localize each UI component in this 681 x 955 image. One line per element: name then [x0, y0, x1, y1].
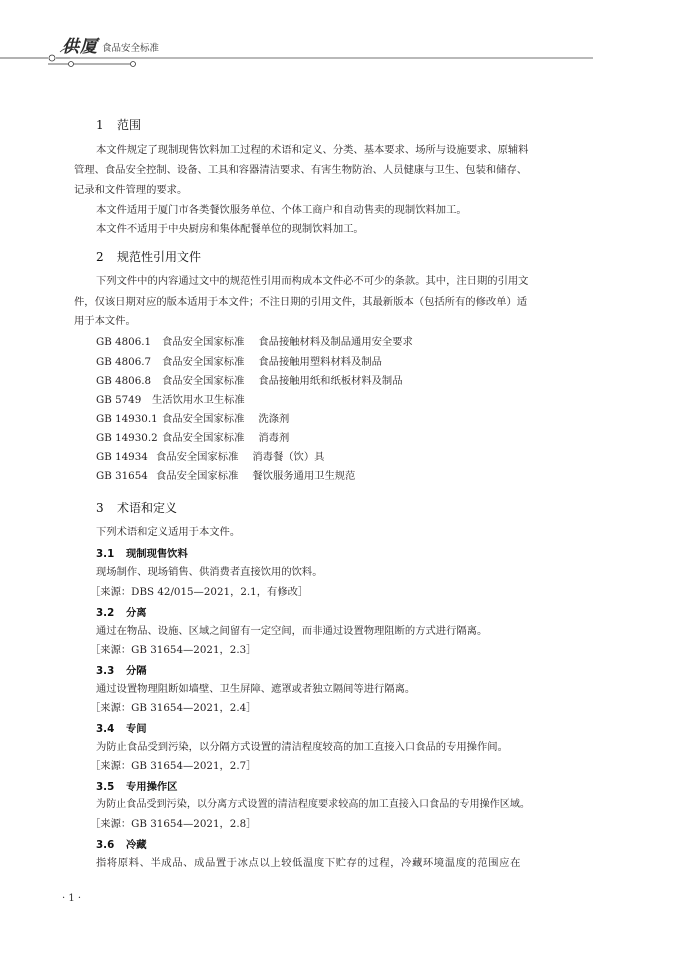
paragraph-line: 本文件规定了现制现售饮料加工过程的术语和定义、分类、基本要求、场所与设施要求、原辅料 [96, 144, 529, 156]
term-definition: 为防止食品受到污染，以分隔方式设置的清洁程度较高的加工直接入口食品的专用操作间。 [96, 741, 508, 753]
term-heading: 3.1 现制现售饮料 [96, 548, 188, 560]
term-definition: 通过设置物理阻断如墙壁、卫生屏障、遮罩或者独立隔间等进行隔离。 [96, 683, 416, 695]
reference-item: GB 14934 食品安全国家标准 消毒餐（饮）具 [96, 451, 325, 463]
term-heading: 3.5 专用操作区 [96, 781, 178, 793]
term-source: ［来源：GB 31654—2021，2.4］ [90, 702, 257, 714]
reference-item: GB 4806.1 食品安全国家标准 食品接触材料及制品通用安全要求 [96, 336, 413, 348]
term-definition: 为防止食品受到污染，以分离方式设置的清洁程度要求较高的加工直接入口食品的专用操作区域。 [96, 799, 531, 810]
section-number: 2 [96, 250, 104, 264]
paragraph-line: 管理、食品安全控制、设备、工具和容器清洁要求、有害生物防治、人员健康与卫生、包装和储存、 [74, 164, 528, 176]
section-title: 术语和定义 [117, 501, 178, 515]
section-title: 规范性引用文件 [117, 250, 202, 264]
section-heading-normative [96, 248, 201, 265]
section-title: 范围 [117, 118, 142, 132]
term-source: ［来源：GB 31654—2021，2.7］ [90, 760, 257, 772]
page-number: · 1 · [62, 893, 82, 904]
section-number: 1 [96, 118, 104, 132]
brand-subtitle: 食品安全标准 [102, 43, 160, 54]
reference-item: GB 14930.2 食品安全国家标准 消毒剂 [96, 432, 290, 444]
reference-item: GB 4806.7 食品安全国家标准 食品接触用塑料材料及制品 [96, 356, 382, 368]
paragraph-line: 记录和文件管理的要求。 [74, 184, 188, 196]
term-heading: 3.3 分隔 [96, 665, 147, 677]
terms-intro: 下列术语和定义适用于本文件。 [96, 526, 241, 538]
section-heading-scope [96, 116, 141, 133]
reference-item: GB 5749 生活饮用水卫生标准 [96, 394, 245, 406]
term-heading: 3.6 冷藏 [96, 839, 147, 851]
reference-item: GB 14930.1 食品安全国家标准 洗涤剂 [96, 413, 290, 425]
section-number: 3 [96, 501, 104, 515]
brand-logo-text: 供厦 [62, 37, 98, 57]
term-source: ［来源：GB 31654—2021，2.8］ [90, 818, 257, 830]
paragraph-line: 本文件适用于厦门市各类餐饮服务单位、个体工商户和自动售卖的现制饮料加工。 [96, 204, 467, 216]
reference-item: GB 4806.8 食品安全国家标准 食品接触用纸和纸板材料及制品 [96, 375, 403, 387]
term-source: ［来源：DBS 42/015—2021，2.1，有修改］ [90, 586, 309, 598]
paragraph-line: 件，仅该日期对应的版本适用于本文件；不注日期的引用文件，其最新版本（包括所有的修改单）适 [74, 296, 528, 308]
term-definition: 通过在物品、设施、区域之间留有一定空间，而非通过设置物理阻断的方式进行隔离。 [96, 625, 488, 637]
reference-item: GB 31654 食品安全国家标准 餐饮服务通用卫生规范 [96, 470, 356, 482]
paragraph-line: 下列文件中的内容通过文中的规范性引用而构成本文件必不可少的条款。其中，注日期的引用文 [96, 275, 529, 287]
term-definition: 现场制作、现场销售、供消费者直接饮用的饮料。 [96, 566, 323, 578]
section-heading-terms [96, 499, 177, 516]
paragraph-line: 本文件不适用于中央厨房和集体配餐单位的现制饮料加工。 [96, 223, 364, 235]
term-heading: 3.4 专间 [96, 723, 147, 735]
term-source: ［来源：GB 31654—2021，2.3］ [90, 644, 257, 656]
term-definition: 指将原料、半成品、成品置于冰点以上较低温度下贮存的过程，冷藏环境温度的范围应在 [96, 857, 521, 869]
paragraph-line: 用于本文件。 [74, 315, 136, 327]
term-heading: 3.2 分离 [96, 607, 147, 619]
